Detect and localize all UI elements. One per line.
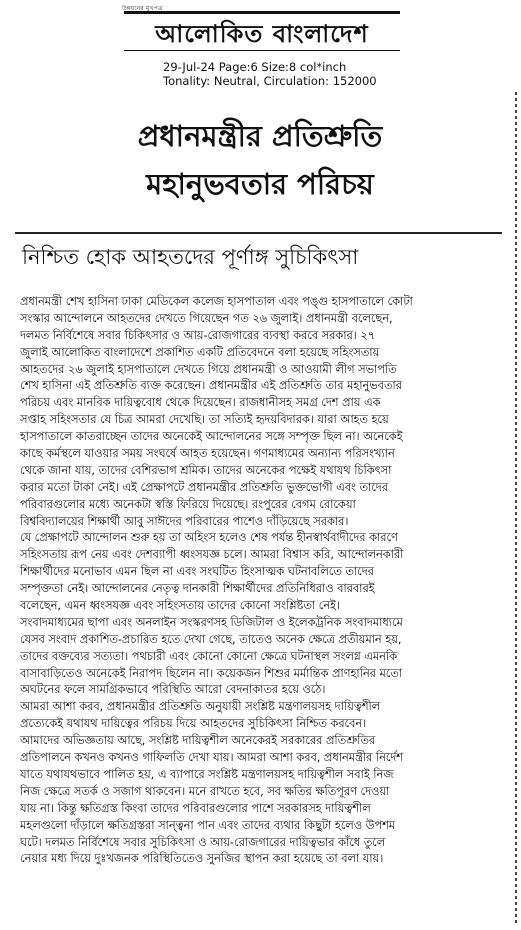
newspaper-logo bbox=[124, 11, 400, 51]
article-body-line: পরিবারগুলোর মধ্যে অনেকটা স্বস্তি ফিরিয়ে দিয়েছে। রংপুরের বেগম রোকেয়া bbox=[20, 497, 356, 511]
article-body-line: ঘটে। দলমত নির্বিশেষে সবার সুচিকিৎসা ও আয়-রোজগারের দায়িত্বভার কাঁধে তুলে bbox=[20, 835, 386, 849]
article-body-line: শেখ হাসিনা এই প্রতিশ্রুতি ব্যক্ত করেছেন। প্রধানমন্ত্রীর এই প্রতিশ্রুতি তার মহানুভবতার bbox=[20, 379, 402, 393]
column-dashed-rule bbox=[515, 92, 517, 924]
article-body-line: মহলগুলো দাঁড়ালে ক্ষতিগ্রস্তরা সান্ত্বনা পান এবং তাদের ব্যথার কিছুটা হলেও উপশম bbox=[20, 818, 396, 832]
article-body-line: সংস্কার আন্দোলনে আহতদের দেখতে গিয়েছেন গত ২৬ জুলাই। প্রধানমন্ত্রী বলেছেন, bbox=[20, 311, 393, 325]
article-subheadline: নিশ্চিত হোক আহতদের পূর্ণাঙ্গ সুচিকিৎসা bbox=[22, 245, 359, 269]
article-body-line: করার মতো টাকা নেই। এই প্রেক্ষাপটে প্রধানমন্ত্রীর প্রতিশ্রুতি ভুক্তভোগী এবং তাদের bbox=[20, 480, 388, 494]
article-body-line: পরিচয় এবং মানবিক দায়িত্ববোধ থেকে দিয়েছেন। রাজধানীসহ সমগ্র দেশ প্রায় এক bbox=[20, 396, 381, 410]
article-body-line: নেয়ার মধ্য দিয়ে দুঃখজনক পরিস্থিতিতেও সুনজির স্থাপন করা হয়েছে তা বলা যায়। bbox=[20, 852, 384, 866]
article-body-line: বাসাবাড়িতেও অনেকেই নিরাপদ ছিলেন না। কয়েকজন শিশুর মর্মান্তিক প্রাণহানির মতো bbox=[20, 666, 403, 680]
article-body-line: যাতে যথাযথভাবে পালিত হয়, এ ব্যাপারে সংশ্লিষ্ট মন্ত্রণালয়সহ দায়িত্বশীল সবাই নিজ bbox=[20, 767, 394, 781]
article-body-line: যায় না। কিন্তু ক্ষতিগ্রস্ত কিংবা তাদের পরিবারগুলোর পাশে সরকারসহ দায়িত্বশীল bbox=[20, 801, 371, 815]
article-body-line: অঘটনের ফলে সামগ্রিকভাবে পরিস্থিতি আরো বেদনাকাতর হয়ে ওঠে। bbox=[20, 683, 326, 697]
clipping-meta bbox=[163, 60, 377, 88]
article-body-line: প্রতিপালনে কখনও কখনও গাফিলতি দেখা যায়। আমরা আশা করব, প্রধানমন্ত্রীর নির্দেশ bbox=[20, 751, 403, 765]
masthead-tagline: উন্নয়নের মুখপত্র bbox=[122, 5, 163, 12]
article-body-line: যে প্রেক্ষাপটে আন্দোলন শুরু হয় তা অহিংস হলেও শেষ পর্যন্ত হীনস্বার্থবাদীদের কারণে bbox=[20, 531, 398, 545]
masthead bbox=[0, 0, 521, 60]
clipping-date-page-size: 29-Jul-24 Page:6 Size:8 col*inch bbox=[163, 60, 347, 74]
article-body-line: প্রধানমন্ত্রী শেখ হাসিনা ঢাকা মেডিকেল কলেজ হাসপাতাল এবং পঙ্গু হাসপাতালে কোটা bbox=[20, 295, 413, 308]
article-body-line: জুলাই আলোকিত বাংলাদেশে প্রকাশিত একটি প্রতিবেদনে বলা হয়েছে সহিংসতায় bbox=[20, 345, 380, 359]
article-body-line: যেসব সংবাদ প্রকাশিত-প্রচারিত হতে দেখা গেছে, তাতেও অনেক ক্ষেত্রে প্রতীয়মান হয়, bbox=[20, 632, 402, 646]
newspaper-logo-text: আলোকিত বাংলাদেশ bbox=[155, 20, 369, 48]
article-body-line: সংবাদমাধ্যমের ছাপা এবং অনলাইন সংস্করণসহ ডিজিটাল ও ইলেকট্রনিক সংবাদমাধ্যমে bbox=[20, 615, 403, 629]
article-body-line: সপ্তাহ সহিংসতার যে চিত্র আমরা দেখেছি। তা সত্যিই হৃদয়বিদারক। যারা আহত হয়ে bbox=[20, 413, 389, 427]
article-body-line: হাসপাতালে কাতরাচ্ছেন তাদের অনেকেই আন্দোলনের সঙ্গে সম্পৃক্ত ছিল না। অনেকেই bbox=[20, 430, 403, 444]
article-body-line: বিশ্ববিদ্যালয়ের শিক্ষার্থী আবু সাঈদের পরিবারের পাশেও দাঁড়িয়েছে সরকার। bbox=[20, 514, 349, 528]
article-body-line: শিক্ষার্থীদের মনোভাব এমন ছিল না এবং সংঘটিত হিংসাত্মক ঘটনাবলিতে তাদের bbox=[20, 565, 374, 579]
article-body-line: কাছে কর্মস্থলে যাওয়ার সময় সংঘর্ষে আহত হয়েছেন। গণমাধ্যমের অন্যান্য পরিসংখ্যান bbox=[20, 447, 395, 461]
headline-line-1: প্রধানমন্ত্রীর প্রতিশ্রুতি bbox=[137, 119, 383, 153]
article-body-line: সহিংসতায় রূপ নেয় এবং দেশব্যাপী ধ্বংসযজ্ঞ চলে। আমরা বিশ্বাস করি, আন্দোলনকারী bbox=[20, 548, 404, 562]
article-body-line: থেকে জানা যায়, তাদের বেশিরভাগ শ্রমিক। তাদের অনেকের পক্ষেই যথাযথ চিকিৎসা bbox=[20, 463, 392, 477]
article-body bbox=[20, 294, 508, 868]
headline-line-2: মহানুভবতার পরিচয় bbox=[146, 167, 374, 201]
article-headline bbox=[40, 112, 480, 208]
article-body-line: আমরা আশা করব, প্রধানমন্ত্রীর প্রতিশ্রুতি অনুযায়ী সংশ্লিষ্ট মন্ত্রণালয়সহ দায়িত্বশীল bbox=[20, 700, 381, 714]
article-body-line: প্রত্যেকেই যথাযথ দায়িত্বের পরিচয় দিয়ে আহতদের সুচিকিৎসা নিশ্চিত করবেন। bbox=[20, 717, 367, 731]
article-body-line: আমাদের অভিজ্ঞতায় আছে, সংশ্লিষ্ট দায়িত্বশীল অনেকেরই সরকারের প্রতিশ্রুতির bbox=[20, 734, 376, 748]
article-body-line: নিজ ক্ষেত্রে সতর্ক ও সজাগ থাকবেন। মনে রাখতে হবে, সব ক্ষতির ক্ষতিপূরণ দেওয়া bbox=[20, 784, 390, 798]
clipping-tonality-circulation: Tonality: Neutral, Circulation: 152000 bbox=[163, 74, 377, 88]
article-body-line: সম্পৃক্ততা নেই। আন্দোলনের নেতৃত্ব দানকারী শিক্ষার্থীদের প্রতিনিধিরাও বারবারই bbox=[20, 582, 375, 596]
article-body-line: বলেছেন, এমন ধ্বংসযজ্ঞ এবং সহিংসতায় তাদের কোনো সংশ্লিষ্টতা নেই। bbox=[20, 599, 340, 613]
article-body-line: দলমত নির্বিশেষে সবার চিকিৎসার ও আয়-রোজগারের ব্যবস্থা করবে সরকার। ২৭ bbox=[20, 328, 376, 342]
subhead-divider bbox=[15, 232, 502, 234]
article-body-line: তাদের বক্তব্যের সত্যতা। পথচারী এবং কোনো কোনো ক্ষেত্রে ঘটনাস্থল সংলগ্ন এমনকি bbox=[20, 649, 398, 663]
article-body-line: আহতদের ২৬ জুলাই হাসপাতালে দেখতে গিয়ে প্রধানমন্ত্রী ও আওয়ামী লীগ সভাপতি bbox=[20, 362, 397, 376]
